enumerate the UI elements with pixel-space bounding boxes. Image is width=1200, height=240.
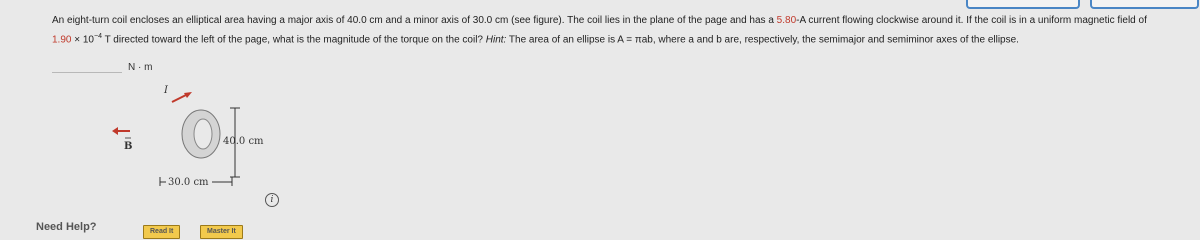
major-axis-label: 40.0 cm: [223, 136, 264, 147]
hint-label: Hint:: [485, 34, 507, 46]
current-label: I: [164, 85, 168, 96]
need-help-label: Need Help?: [36, 221, 97, 233]
answer-row: [52, 62, 152, 73]
question-text: An eight-turn coil encloses an elliptical area having a major axis of 40.0 cm and a minor axis of 30.0 cm (see figure). The coil lies in the plane of the page and has a 5.80-A current flowing clockwise around it. If the coil is in a uniform magnetic field of $1.90 \times 10^{-4}$ T directed toward the left of the page, what is the magnitude of the torque on the coil? Hint: The area of an ellipse is A = πab, where a and b are, respectively, the semimajor and semiminor axes of the ellipse.: [52, 15, 1147, 46]
field-arrowhead: [112, 127, 118, 135]
coil-figure: [100, 76, 270, 186]
top-tab-left[interactable]: [966, 0, 1080, 9]
turns-value: eight: [67, 15, 89, 26]
answer-unit: N · m: [128, 62, 153, 73]
field-value: 1.90: [52, 34, 72, 46]
field-label: B: [124, 141, 133, 152]
coil-inner: [194, 119, 212, 149]
top-tab-right[interactable]: [1090, 0, 1199, 9]
read-it-button[interactable]: Read It: [143, 225, 180, 239]
current-value: 5.80: [776, 15, 797, 26]
master-it-button[interactable]: Master It: [200, 225, 243, 239]
info-icon[interactable]: i: [265, 193, 279, 207]
minor-axis-label: 30.0 cm: [168, 177, 209, 186]
answer-input[interactable]: [52, 62, 122, 73]
